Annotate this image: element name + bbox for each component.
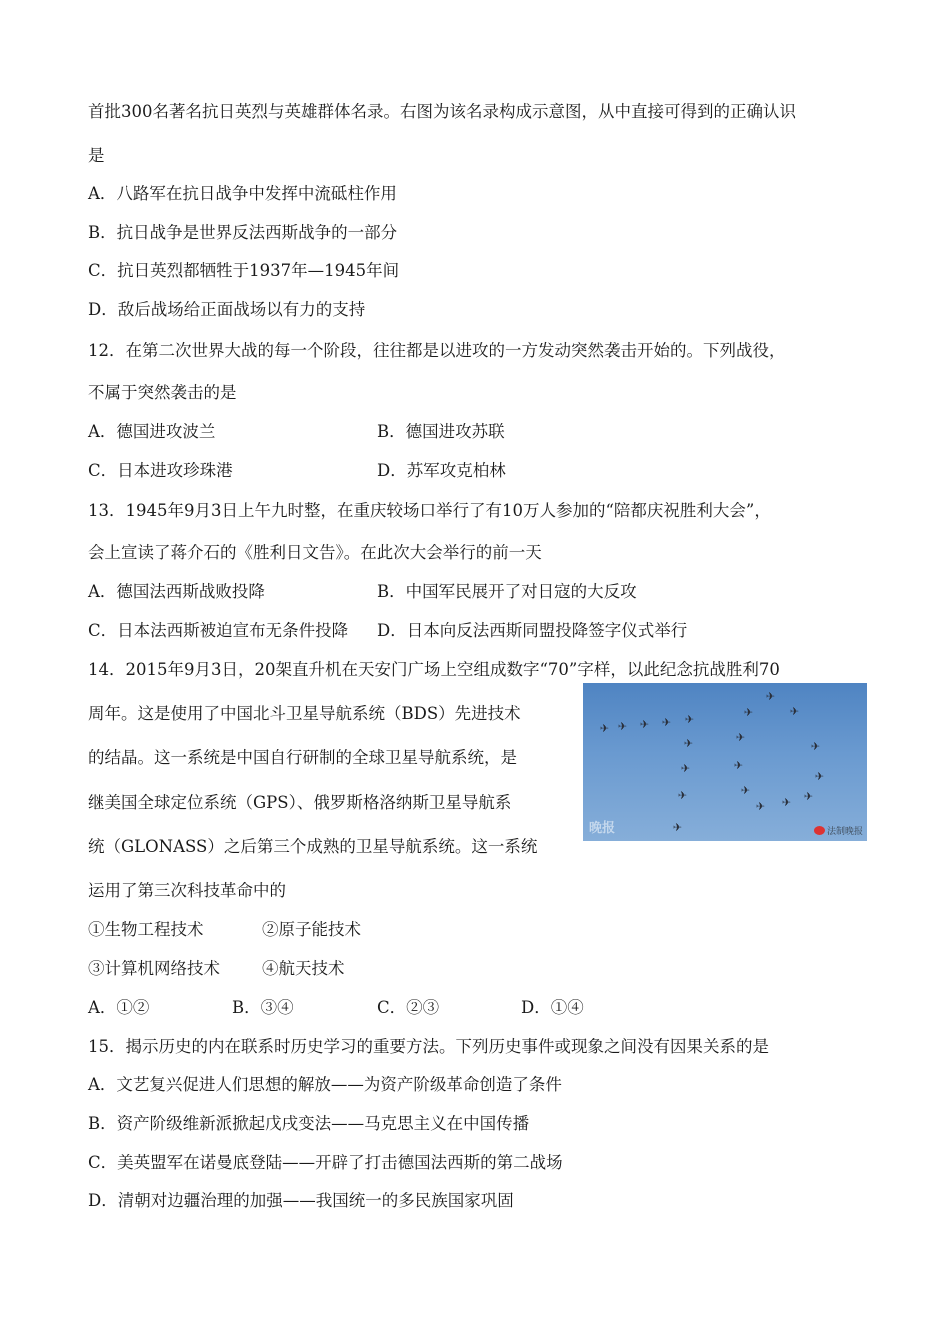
helicopter-icon: ✈: [680, 762, 691, 775]
q13-option-a[interactable]: A．德国法西斯战败投降: [88, 582, 265, 601]
helicopter-icon: ✈: [639, 718, 650, 731]
helicopter-icon: ✈: [733, 759, 744, 772]
q14-stem-line2: 周年。这是使用了中国北斗卫星导航系统（BDS）先进技术: [88, 704, 521, 723]
helicopter-icon: ✈: [781, 796, 792, 809]
q13-option-b[interactable]: B．中国军民展开了对日寇的大反攻: [377, 582, 637, 601]
helicopter-icon: ✈: [617, 720, 628, 733]
q14-stem-line4: 继美国全球定位系统（GPS）、俄罗斯格洛纳斯卫星导航系: [88, 793, 512, 812]
helicopter-icon: ✈: [735, 731, 746, 744]
photo-watermark-right-text: 法制晚报: [826, 827, 863, 837]
q12-stem-line2: 不属于突然袭击的是: [88, 383, 237, 402]
q14-item-4: ④航天技术: [262, 959, 345, 978]
q11-option-c[interactable]: C．抗日英烈都牺牲于1937年—1945年间: [88, 261, 400, 280]
helicopter-icon: ✈: [814, 770, 825, 783]
helicopter-icon: ✈: [755, 800, 766, 813]
photo-watermark-right: [814, 824, 863, 837]
q14-option-d[interactable]: D．①④: [521, 998, 584, 1017]
helicopter-icon: ✈: [661, 716, 672, 729]
q14-option-a[interactable]: A．①②: [88, 998, 150, 1017]
helicopter-icon: ✈: [803, 790, 814, 803]
helicopter-icon: ✈: [765, 690, 776, 703]
q13-stem-line1: 13．1945年9月3日上午九时整，在重庆较场口举行了有10万人参加的“陪都庆祝胜利大会”，: [88, 501, 771, 520]
helicopter-icon: ✈: [789, 705, 800, 718]
helicopter-icon: ✈: [683, 737, 694, 750]
q12-stem-line1: 12．在第二次世界大战的每一个阶段，往往都是以进攻的一方发动突然袭击开始的。下列战役，: [88, 341, 786, 360]
q11-option-b[interactable]: B．抗日战争是世界反法西斯战争的一部分: [88, 223, 398, 242]
q12-option-b[interactable]: B．德国进攻苏联: [377, 422, 505, 441]
q14-stem-line1: 14．2015年9月3日，20架直升机在天安门广场上空组成数字“70”字样，以此纪念抗战胜利70: [88, 660, 780, 679]
q14-option-c[interactable]: C．②③: [377, 998, 440, 1017]
q15-option-b[interactable]: B．资产阶级维新派掀起戊戌变法——马克思主义在中国传播: [88, 1114, 530, 1133]
q13-stem-line2: 会上宣读了蒋介石的《胜利日文告》。在此次大会举行的前一天: [88, 543, 542, 562]
q12-option-d[interactable]: D．苏军攻克柏林: [377, 461, 506, 480]
q14-option-b[interactable]: B．③④: [232, 998, 294, 1017]
q13-option-c[interactable]: C．日本法西斯被迫宣布无条件投降: [88, 621, 349, 640]
q14-item-1: ①生物工程技术: [88, 920, 204, 939]
q13-option-d[interactable]: D．日本向反法西斯同盟投降签字仪式举行: [377, 621, 688, 640]
q14-stem-line5: 统（GLONASS）之后第三个成熟的卫星导航系统。这一系统: [88, 837, 538, 856]
helicopter-icon: ✈: [599, 722, 610, 735]
helicopter-icon: ✈: [743, 706, 754, 719]
q11-stem-line1: 首批300名著名抗日英烈与英雄群体名录。右图为该名录构成示意图，从中直接可得到的正确认识: [88, 102, 796, 121]
helicopter-icon: ✈: [684, 713, 695, 726]
q12-option-c[interactable]: C．日本进攻珍珠港: [88, 461, 233, 480]
q14-stem-line6: 运用了第三次科技革命中的: [88, 881, 286, 900]
q12-option-a[interactable]: A．德国进攻波兰: [88, 422, 216, 441]
q15-option-d[interactable]: D．清朝对边疆治理的加强——我国统一的多民族国家巩固: [88, 1191, 514, 1210]
q14-stem-line3: 的结晶。这一系统是中国自行研制的全球卫星导航系统，是: [88, 748, 517, 767]
photo-watermark-left: 晚报: [589, 821, 616, 836]
q11-option-a[interactable]: A．八路军在抗日战争中发挥中流砥柱作用: [88, 184, 397, 203]
q14-item-2: ②原子能技术: [262, 920, 361, 939]
helicopter-icon: ✈: [677, 789, 688, 802]
helicopter-icon: ✈: [672, 821, 683, 834]
q11-option-d[interactable]: D．敌后战场给正面战场以有力的支持: [88, 300, 366, 319]
q15-option-c[interactable]: C．美英盟军在诺曼底登陆——开辟了打击德国法西斯的第二战场: [88, 1153, 563, 1172]
helicopter-formation-photo: [583, 683, 867, 841]
weibo-logo-icon: [814, 826, 825, 835]
helicopter-icon: ✈: [740, 784, 751, 797]
q11-stem-line2: 是: [88, 146, 105, 165]
helicopter-icon: ✈: [810, 740, 821, 753]
q14-item-3: ③计算机网络技术: [88, 959, 220, 978]
q15-option-a[interactable]: A．文艺复兴促进人们思想的解放——为资产阶级革命创造了条件: [88, 1075, 562, 1094]
q15-stem: 15．揭示历史的内在联系时历史学习的重要方法。下列历史事件或现象之间没有因果关系的是: [88, 1037, 769, 1056]
